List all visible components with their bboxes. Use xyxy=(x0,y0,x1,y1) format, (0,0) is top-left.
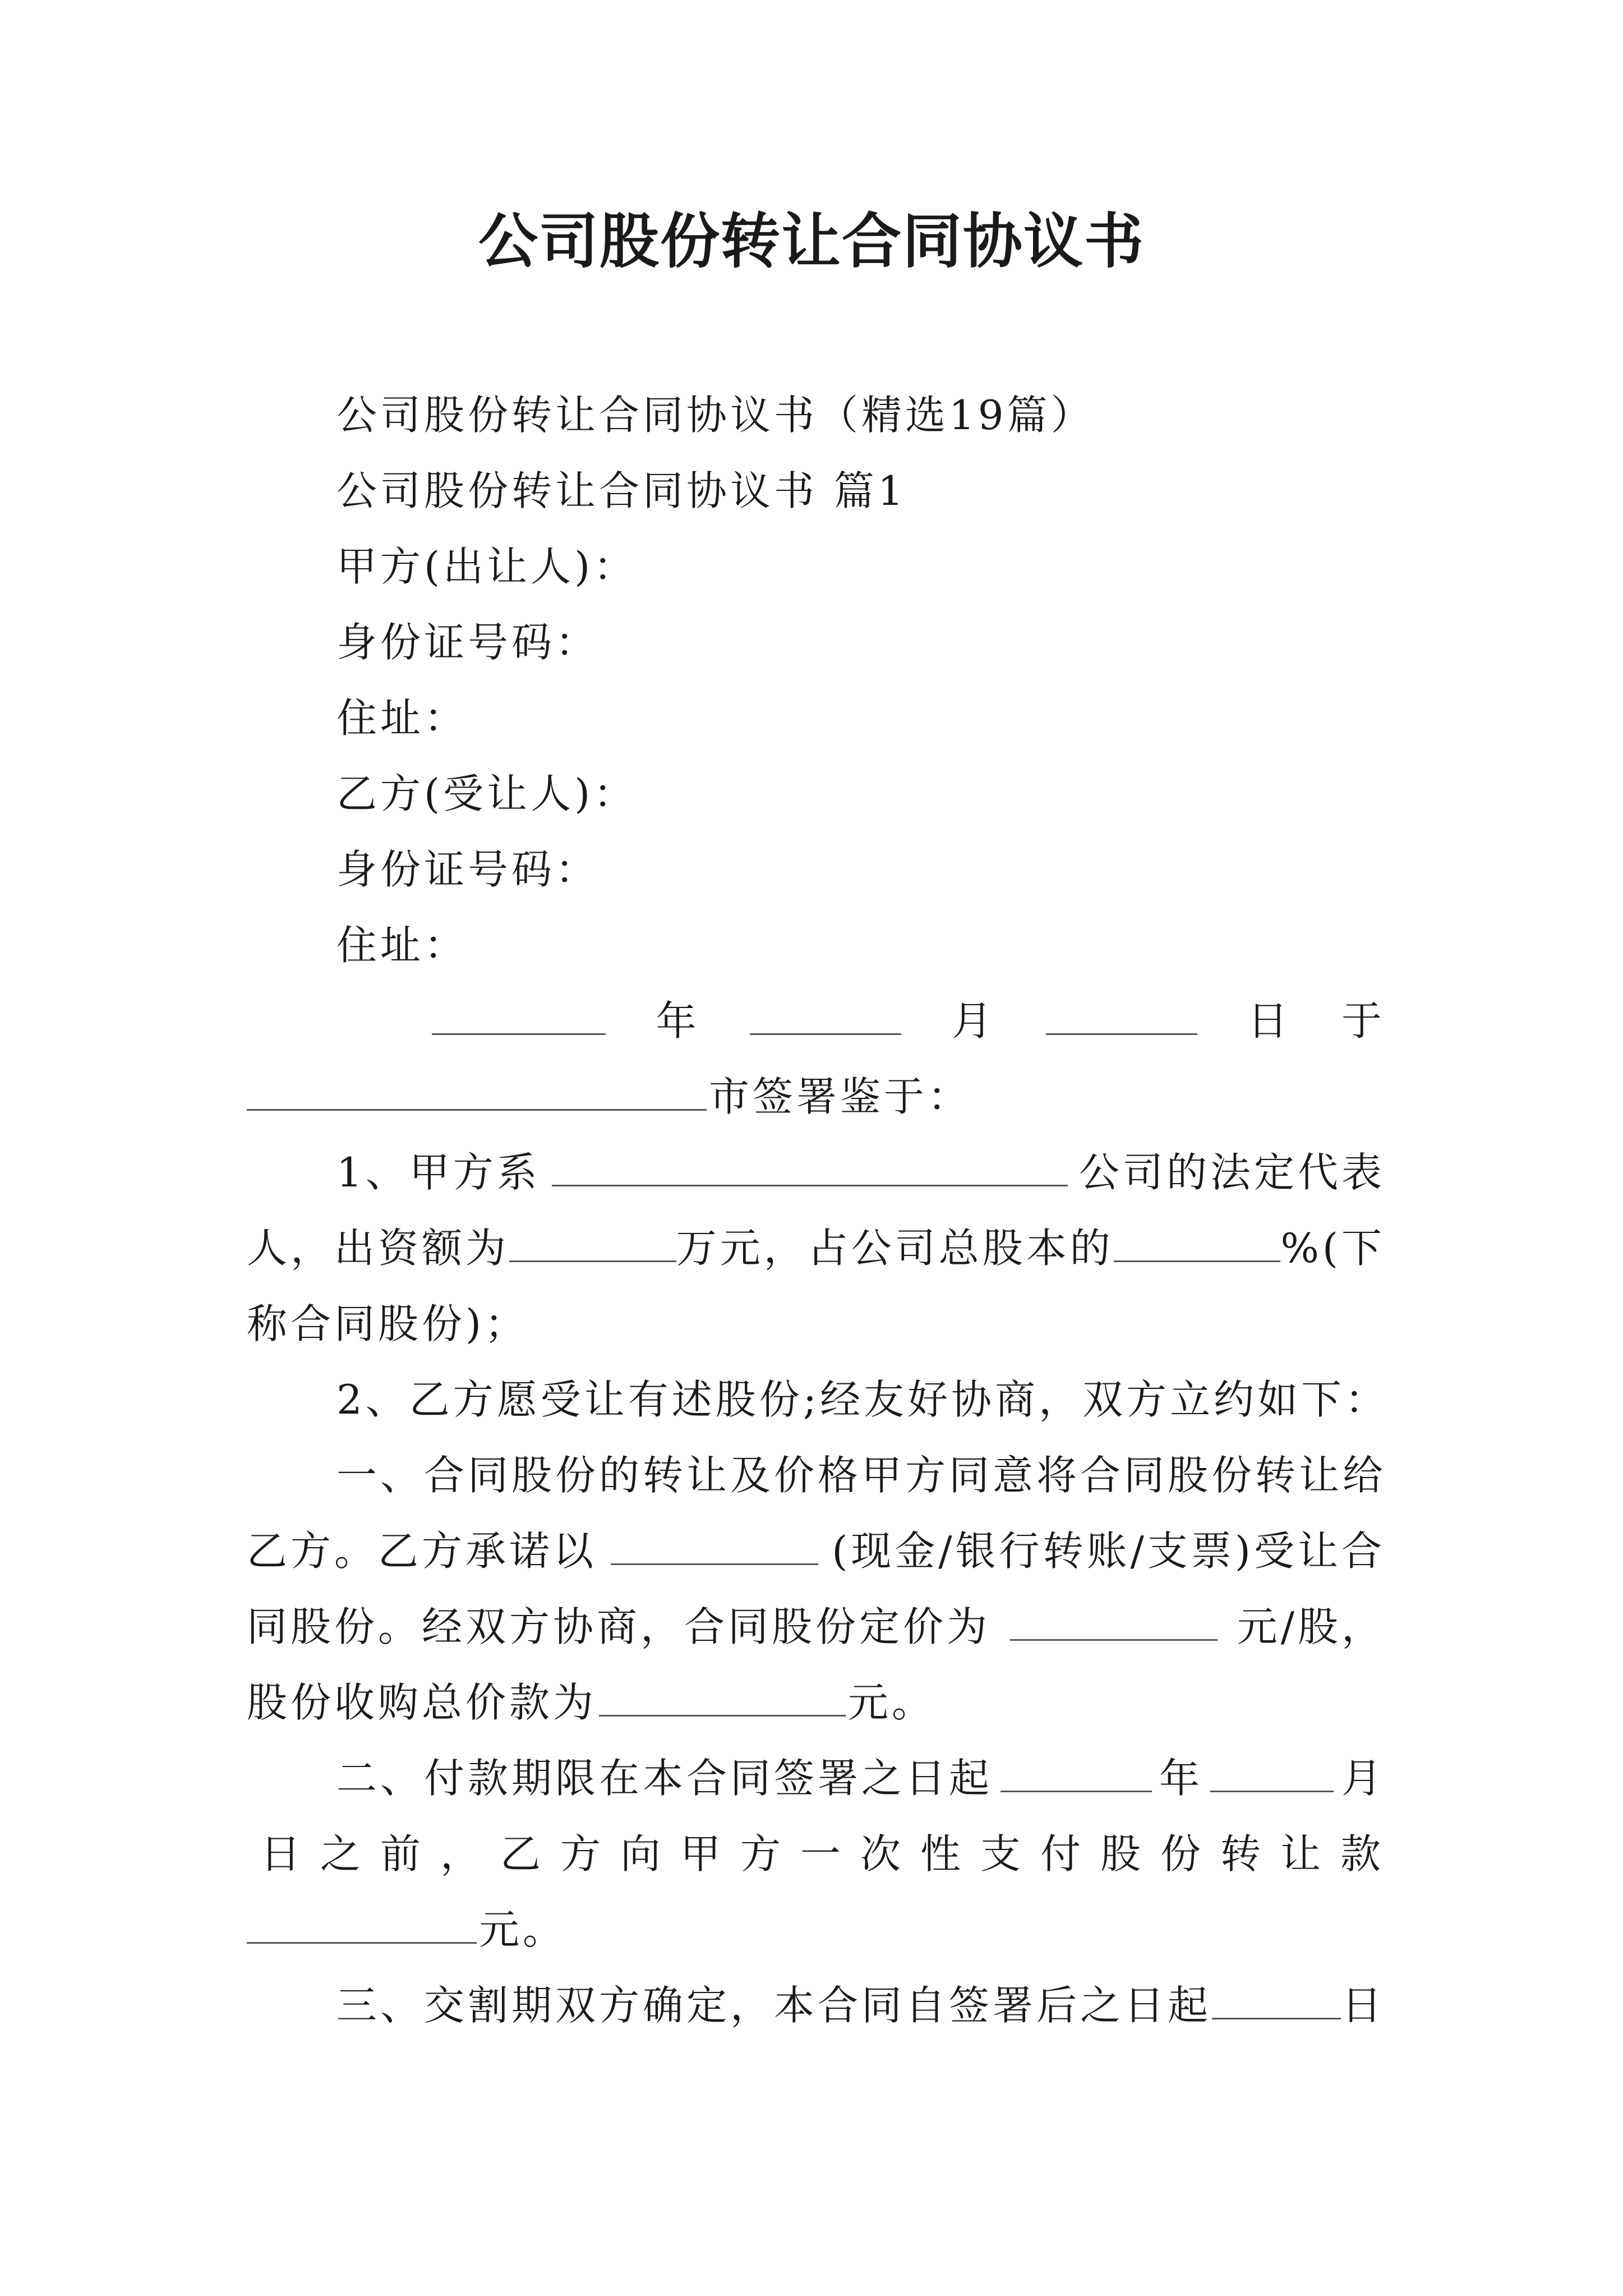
day-label: 日 xyxy=(1247,997,1292,1045)
article2-text-c: 元。 xyxy=(479,1906,567,1953)
party-b-label: 乙方(受让人)： xyxy=(336,770,638,817)
month-label: 月 xyxy=(951,997,995,1045)
article2-month-label: 月 xyxy=(1341,1755,1385,1802)
capital-blank xyxy=(509,1226,676,1262)
date-line xyxy=(432,993,1385,1049)
subtitle: 公司股份转让合同协议书（精选19篇） xyxy=(336,392,1095,439)
clause1-line3: 称合同股份)； xyxy=(247,1300,529,1347)
article3-text-b: 日 xyxy=(1341,1982,1385,2029)
article1-text-c: 同股份。经双方协商，合同股份定价为 xyxy=(247,1603,991,1650)
day-blank xyxy=(1046,999,1197,1035)
clause2: 2、乙方愿受让有述股份;经友好协商，双方立约如下： xyxy=(336,1376,1389,1423)
article2-line3 xyxy=(247,1902,566,1958)
clause1-text-d: 万元，占公司总股本的 xyxy=(676,1225,1114,1272)
article1-line3 xyxy=(247,1599,1385,1655)
document-title: 公司股份转让合同协议书 xyxy=(478,206,1145,276)
city-line xyxy=(247,1069,971,1125)
article1-text-f: 元。 xyxy=(848,1679,936,1726)
payment-year-blank xyxy=(1000,1756,1152,1792)
party-a-id-label: 身份证号码： xyxy=(336,619,600,666)
clause1-text-a: 1、甲方系 xyxy=(336,1149,541,1196)
transfer-amount-blank xyxy=(247,1907,477,1944)
clause1-text-e: %(下 xyxy=(1280,1225,1385,1272)
year-blank xyxy=(432,999,606,1035)
total-price-blank xyxy=(599,1680,846,1717)
delivery-days-blank xyxy=(1212,1983,1341,2019)
article2-line1 xyxy=(336,1750,1385,1806)
payment-method-blank xyxy=(611,1529,818,1565)
percent-blank xyxy=(1114,1226,1281,1262)
article2-text-a: 二、付款期限在本合同签署之日起 xyxy=(336,1755,993,1802)
price-per-share-blank xyxy=(1010,1604,1218,1641)
article2-year-label: 年 xyxy=(1159,1755,1203,1802)
party-a-label: 甲方(出让人)： xyxy=(336,543,638,590)
company-blank xyxy=(552,1150,1068,1186)
city-blank xyxy=(247,1074,707,1111)
article1-text-d: 元/股， xyxy=(1237,1603,1385,1650)
clause1-text-c: 人，出资额为 xyxy=(247,1225,510,1272)
article1-text-a: 乙方。乙方承诺以 xyxy=(247,1527,597,1575)
clause1-line1 xyxy=(336,1144,1385,1200)
party-a-address-label: 住址： xyxy=(336,694,468,742)
article2-line2 xyxy=(247,1826,1401,1882)
article1-text-e: 股份收购总价款为 xyxy=(247,1679,597,1726)
article1-text-b: (现金/银行转账/支票)受让合 xyxy=(832,1527,1385,1575)
clause1-text-b: 公司的法定代表 xyxy=(1078,1149,1385,1196)
article1-line1: 一、合同股份的转让及价格甲方同意将合同股份转让给 xyxy=(336,1452,1387,1499)
section-heading: 公司股份转让合同协议书 篇1 xyxy=(336,467,907,514)
payment-month-blank xyxy=(1210,1756,1334,1792)
article1-line4 xyxy=(247,1674,935,1731)
article3-line1 xyxy=(336,1977,1385,2033)
at-label: 于 xyxy=(1341,997,1385,1045)
article2-text-b: 日之前，乙方向甲方一次性支付股份转让款 xyxy=(260,1830,1401,1878)
article3-text-a: 三、交割期双方确定，本合同自签署后之日起 xyxy=(336,1982,1212,2029)
article1-line2 xyxy=(247,1523,1385,1579)
party-b-address-label: 住址： xyxy=(336,922,468,969)
year-label: 年 xyxy=(656,997,700,1045)
city-text: 市签署鉴于： xyxy=(709,1073,972,1120)
party-b-id-label: 身份证号码： xyxy=(336,846,600,893)
month-blank xyxy=(750,999,901,1035)
clause1-line2 xyxy=(247,1220,1385,1276)
